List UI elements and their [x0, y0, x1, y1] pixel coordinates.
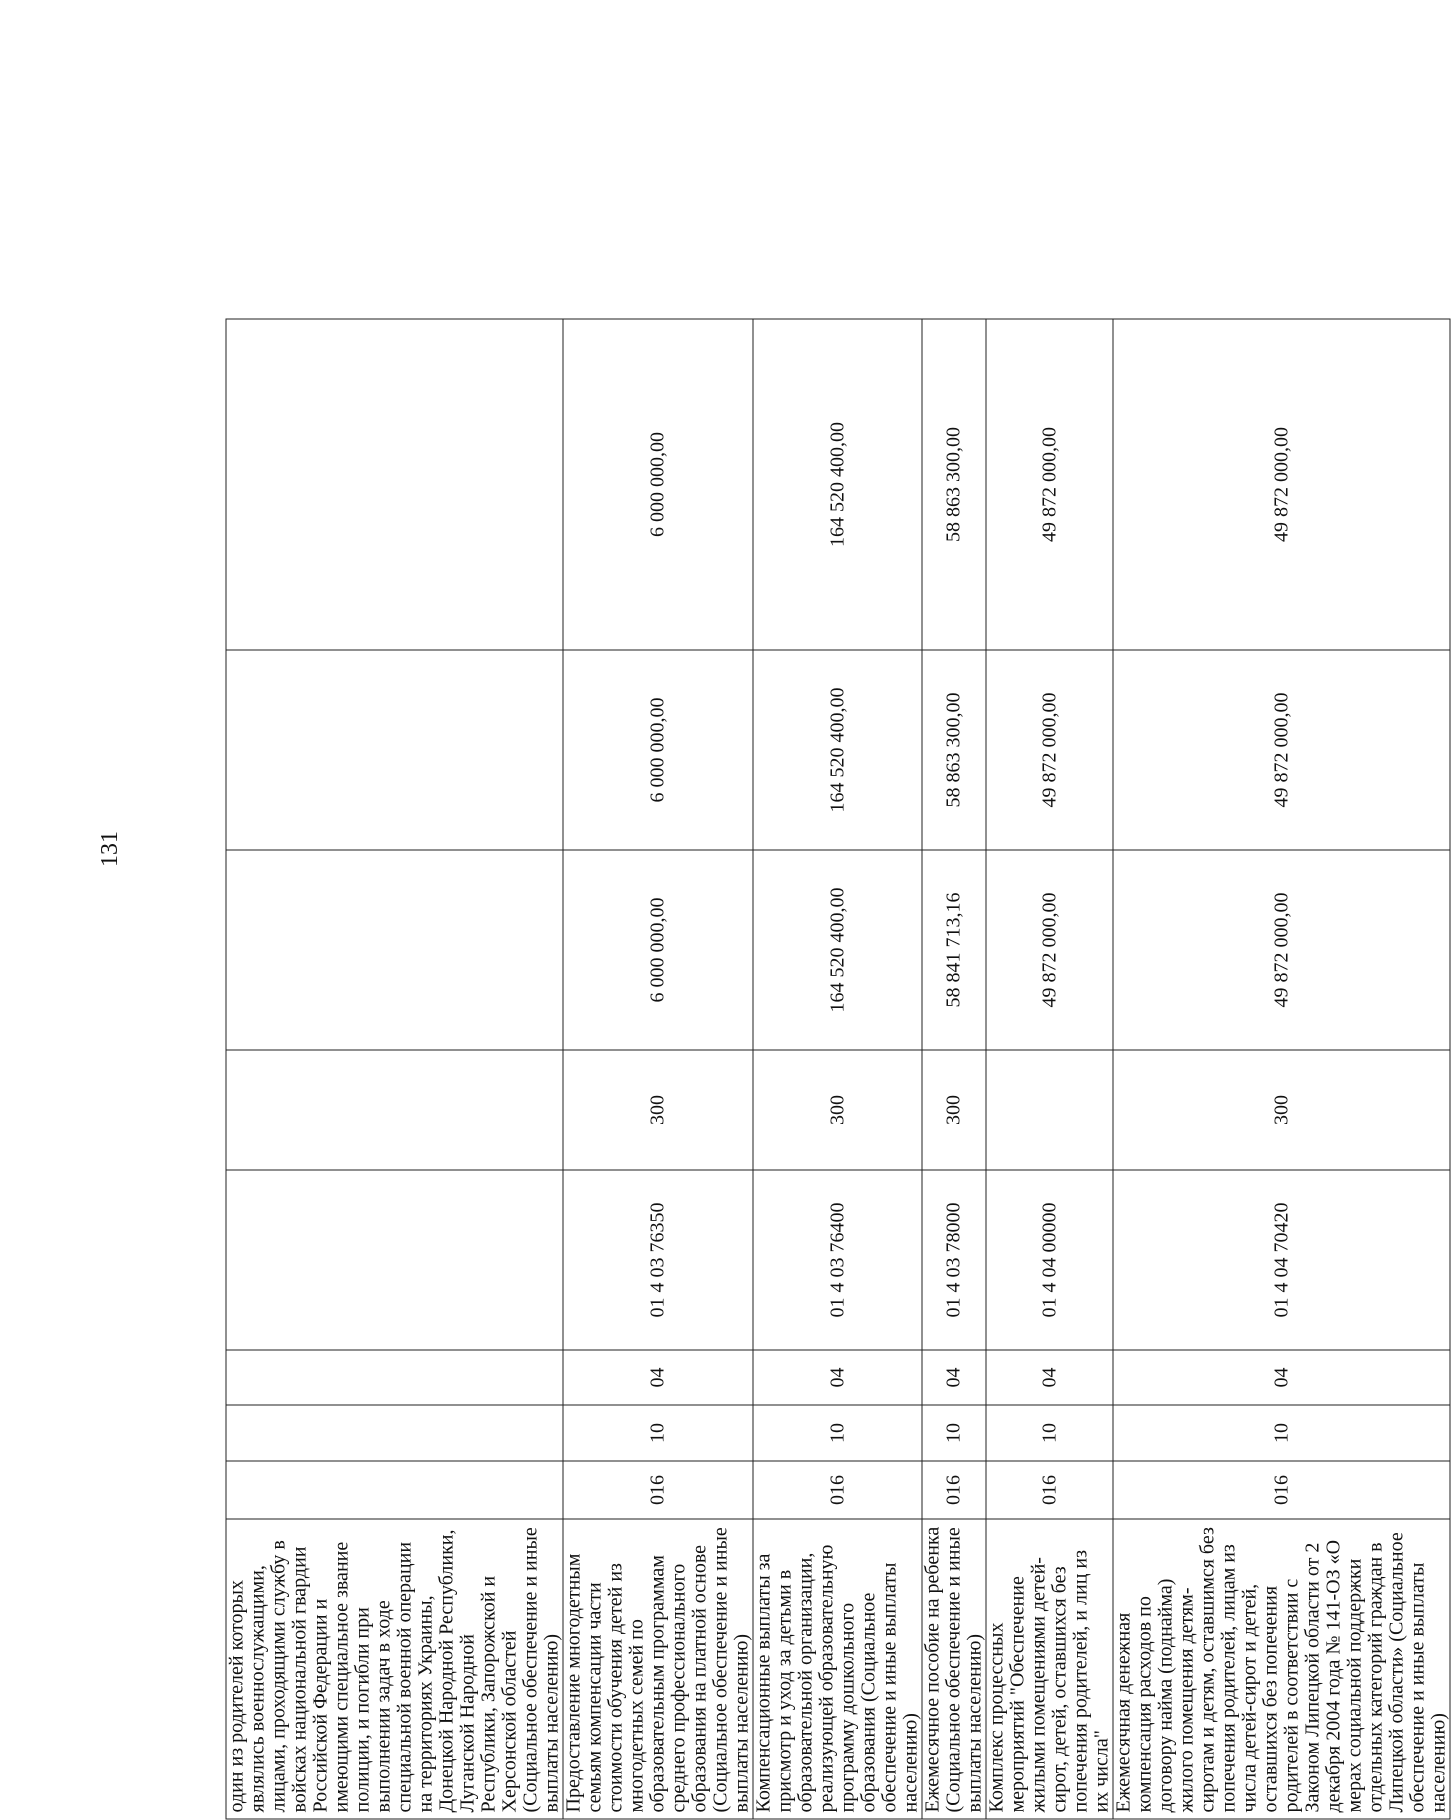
amount-year-1-cell: 49 872 000,00 [1113, 850, 1450, 1050]
ministry-code-cell: 016 [922, 1461, 986, 1519]
row-name-cell: Предоставление многодетным семьям компенсации части стоимости обучения детей из многодетных семей по образовательным программам среднего профессионального образования на платной основе (Социальное обеспечение и иные выплаты населению) [563, 1519, 753, 1819]
amount-year-1-cell: 58 841 713,16 [922, 850, 986, 1050]
expense-type-cell: 300 [753, 1050, 922, 1170]
table-row [986, 319, 1113, 1819]
target-article-cell: 01 4 03 76400 [753, 1170, 922, 1350]
section-code-cell: 10 [753, 1405, 922, 1461]
table-row [922, 319, 986, 1819]
expense-type-cell: 300 [922, 1050, 986, 1170]
target-article-cell: 01 4 04 00000 [986, 1170, 1113, 1350]
ministry-code-cell: 016 [1113, 1461, 1450, 1519]
budget-table [226, 319, 1451, 1820]
amount-year-3-cell: 58 863 300,00 [922, 319, 986, 650]
table-row [226, 319, 563, 1819]
subsection-code-cell: 04 [1113, 1350, 1450, 1405]
amount-year-3-cell: 49 872 000,00 [986, 319, 1113, 650]
row-name-cell: Комплекс процессных мероприятий "Обеспечение жилыми помещениями детей-сирот, детей, оставшихся без попечения родителей, и лиц из их числа" [986, 1519, 1113, 1819]
amount-year-2-cell: 49 872 000,00 [1113, 650, 1450, 850]
amount-year-1-cell: 49 872 000,00 [986, 850, 1113, 1050]
subsection-code-cell: 04 [753, 1350, 922, 1405]
section-code-cell: 10 [1113, 1405, 1450, 1461]
row-name-cell: один из родителей которых являлись военнослужащими, лицами, проходящими службу в войсках национальной гвардии Российской Федерации и имеющими специальное звание полиции, и погибли при выполнении задач в ходе специальной военной операции на территориях Украины, Донецкой Народной Республики, Луганской Народной Республики, Запорожской и Херсонской областей (Социальное обеспечение и иные выплаты населению) [226, 1519, 563, 1819]
row-name-cell: Компенсационные выплаты за присмотр и уход за детьми в образовательной организации, реализующей образовательную программу дошкольного образования (Социальное обеспечение и иные выплаты населению) [753, 1519, 922, 1819]
section-code-cell [226, 1405, 563, 1461]
section-code-cell: 10 [563, 1405, 753, 1461]
table-row [753, 319, 922, 1819]
table-row [1113, 319, 1450, 1819]
row-name-cell: Ежемесячная денежная компенсация расходов по договору найма (поднайма) жилого помещения детям-сиротам и детям, оставшимся без попечения родителей, лицам из числа детей-сирот и детей, оставшихся без попечения родителей в соответствии с Законом Липецкой области от 2 декабря 2004 года № 141-ОЗ «О мерах социальной поддержки отдельных категорий граждан в Липецкой области» (Социальное обеспечение и иные выплаты населению) [1113, 1519, 1450, 1819]
row-name-cell: Ежемесячное пособие на ребенка (Социальное обеспечение и иные выплаты населению) [922, 1519, 986, 1819]
ministry-code-cell: 016 [563, 1461, 753, 1519]
target-article-cell: 01 4 04 70420 [1113, 1170, 1450, 1350]
ministry-code-cell: 016 [986, 1461, 1113, 1519]
amount-year-1-cell: 164 520 400,00 [753, 850, 922, 1050]
table-row [563, 319, 753, 1819]
amount-year-3-cell: 6 000 000,00 [563, 319, 753, 650]
budget-table-container [225, 320, 1450, 1820]
expense-type-cell: 300 [1113, 1050, 1450, 1170]
expense-type-cell [226, 1050, 563, 1170]
amount-year-1-cell [226, 850, 563, 1050]
target-article-cell: 01 4 03 78000 [922, 1170, 986, 1350]
target-article-cell: 01 4 03 76350 [563, 1170, 753, 1350]
subsection-code-cell: 04 [986, 1350, 1113, 1405]
amount-year-2-cell: 164 520 400,00 [753, 650, 922, 850]
amount-year-3-cell: 49 872 000,00 [1113, 319, 1450, 650]
amount-year-2-cell: 6 000 000,00 [563, 650, 753, 850]
ministry-code-cell: 016 [753, 1461, 922, 1519]
target-article-cell [226, 1170, 563, 1350]
subsection-code-cell: 04 [563, 1350, 753, 1405]
amount-year-3-cell [226, 319, 563, 650]
expense-type-cell: 300 [563, 1050, 753, 1170]
amount-year-3-cell: 164 520 400,00 [753, 319, 922, 650]
section-code-cell: 10 [922, 1405, 986, 1461]
amount-year-1-cell: 6 000 000,00 [563, 850, 753, 1050]
amount-year-2-cell: 49 872 000,00 [986, 650, 1113, 850]
subsection-code-cell: 04 [922, 1350, 986, 1405]
subsection-code-cell [226, 1350, 563, 1405]
amount-year-2-cell [226, 650, 563, 850]
section-code-cell: 10 [986, 1405, 1113, 1461]
amount-year-2-cell: 58 863 300,00 [922, 650, 986, 850]
page-number: 131 [97, 831, 123, 867]
ministry-code-cell [226, 1461, 563, 1519]
expense-type-cell [986, 1050, 1113, 1170]
